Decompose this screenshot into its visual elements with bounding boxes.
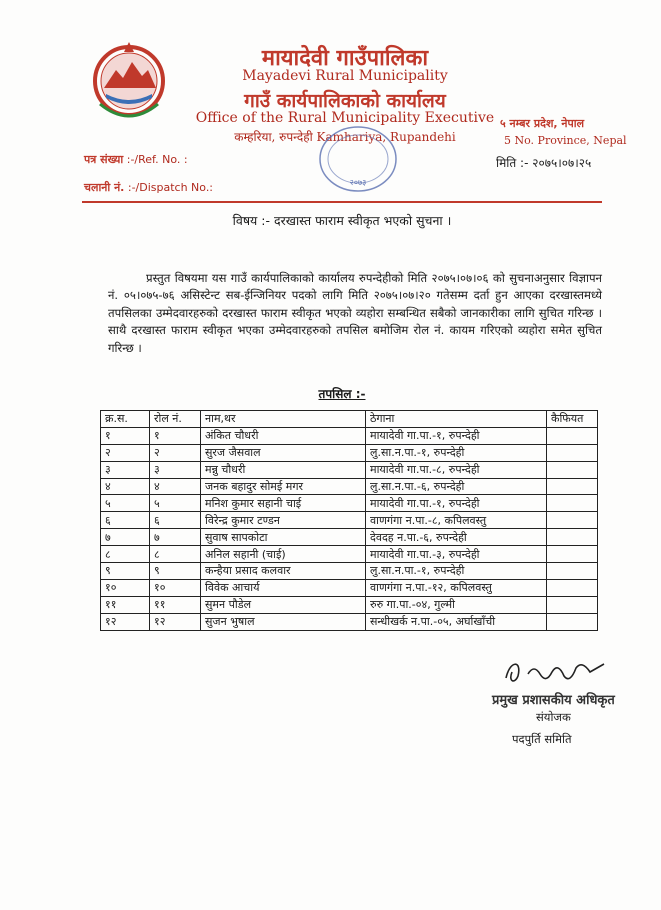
subject-line: विषय :- दरखास्त फाराम स्वीकृत भएको सुचना । xyxy=(232,213,452,228)
signature xyxy=(500,654,610,690)
table-row xyxy=(101,512,598,529)
body-paragraph xyxy=(108,270,602,357)
cell-address: मायादेवी गा.पा.-१, रुपन्देही xyxy=(366,427,547,444)
header-divider xyxy=(82,201,602,203)
cell-remarks xyxy=(547,461,598,478)
cell-serial: ११ xyxy=(101,596,150,613)
cell-address: वाणगंगा न.पा.-८, कपिलवस्तु xyxy=(366,512,547,529)
ref-label-np: पत्र संख्या xyxy=(84,153,124,166)
table-row xyxy=(101,461,598,478)
office-name-en: Office of the Rural Municipality Executive xyxy=(195,110,495,126)
col-serial: क्र.स. xyxy=(101,411,150,428)
cell-serial: ७ xyxy=(101,529,150,546)
cell-serial: १ xyxy=(101,427,150,444)
cell-roll: ७ xyxy=(150,529,201,546)
cell-name: अंकित चौधरी xyxy=(201,427,366,444)
table-row xyxy=(101,563,598,580)
dispatch-number xyxy=(84,180,213,195)
cell-roll: १ xyxy=(150,427,201,444)
cell-name: कन्हैया प्रसाद कलवार xyxy=(201,563,366,580)
stamp-year: २०७३ xyxy=(349,178,367,187)
cell-remarks xyxy=(547,546,598,563)
cell-address: लु.सा.न.पा.-६, रुपन्देही xyxy=(366,478,547,495)
cell-serial: ५ xyxy=(101,495,150,512)
office-name-np: गाउँ कार्यपालिकाको कार्यालय xyxy=(244,90,446,112)
cell-address: रुरु गा.पा.-०४, गुल्मी xyxy=(366,596,547,613)
province-en: 5 No. Province, Nepal xyxy=(504,134,627,147)
table-row xyxy=(101,427,598,444)
table-row xyxy=(101,495,598,512)
table-row xyxy=(101,579,598,596)
nepal-emblem-icon xyxy=(90,36,168,126)
body-text: प्रस्तुत विषयमा यस गाउँ कार्यपालिकाको कार्यालय रुपन्देहीको मिति २०७५।०७।०६ को सुचनाअनुसार विज्ञापन नं. ०५।०७५-७६ असिस्टेन्ट सब-ईन्जिनियर पदको लागि मिति २०७५।०७।२० गतेसम्म दर्ता हुन आएका दरखास्तमध्ये तपसिलका उम्मेदवारहरुको दरखास्त फाराम स्वीकृत भएको व्यहोरा सम्बन्धित सबैको जानकारीका लागि सुचित गरिन्छ । साथै दरखास्त फाराम स्वीकृत भएका उम्मेदवारहरुको तपसिल बमोजिम रोल नं. कायम गरिएको व्यहोरा समेत सुचित गरिन्छ । xyxy=(108,271,602,355)
table-header-row xyxy=(101,411,598,428)
cell-roll: ९ xyxy=(150,563,201,580)
table-row xyxy=(101,546,598,563)
cell-remarks xyxy=(547,444,598,461)
cell-address: मायादेवी गा.पा.-१, रुपन्देही xyxy=(366,495,547,512)
signatory-role: संयोजक xyxy=(536,710,571,724)
cell-serial: १० xyxy=(101,579,150,596)
col-name: नाम,थर xyxy=(201,411,366,428)
ref-number xyxy=(84,152,188,167)
table-row xyxy=(101,444,598,461)
cell-address: मायादेवी गा.पा.-३, रुपन्देही xyxy=(366,546,547,563)
cell-name: मन्नु चौधरी xyxy=(201,461,366,478)
cell-serial: २ xyxy=(101,444,150,461)
cell-remarks xyxy=(547,563,598,580)
cell-roll: १२ xyxy=(150,613,201,630)
cell-serial: ४ xyxy=(101,478,150,495)
cell-serial: १२ xyxy=(101,613,150,630)
cell-serial: ९ xyxy=(101,563,150,580)
municipality-name-en: Mayadevi Rural Municipality xyxy=(242,68,448,84)
cell-serial: ३ xyxy=(101,461,150,478)
cell-roll: ५ xyxy=(150,495,201,512)
table-row xyxy=(101,529,598,546)
cell-name: विवेक आचार्य xyxy=(201,579,366,596)
candidate-table xyxy=(100,410,598,631)
cell-remarks xyxy=(547,478,598,495)
cell-roll: १० xyxy=(150,579,201,596)
cell-serial: ८ xyxy=(101,546,150,563)
office-address: कम्हरिया, रुपन्देही Kamhariya, Rupandehi xyxy=(234,130,456,144)
cell-roll: ३ xyxy=(150,461,201,478)
office-stamp xyxy=(318,125,398,195)
cell-address: लु.सा.न.पा.-१, रुपन्देही xyxy=(366,563,547,580)
cell-name: विरेन्द्र कुमार टण्डन xyxy=(201,512,366,529)
cell-roll: ४ xyxy=(150,478,201,495)
cell-roll: ११ xyxy=(150,596,201,613)
cell-remarks xyxy=(547,613,598,630)
cell-roll: २ xyxy=(150,444,201,461)
cell-address: सन्धीखर्क न.पा.-०५, अर्घाखाँची xyxy=(366,613,547,630)
cell-name: अनिल सहानी (चाई) xyxy=(201,546,366,563)
cell-remarks xyxy=(547,529,598,546)
dispatch-label-np: चलानी नं. xyxy=(84,181,125,194)
dispatch-label-en: :-/Dispatch No.: xyxy=(127,181,214,194)
signatory-title: प्रमुख प्रशासकीय अधिकृत xyxy=(492,693,615,708)
cell-address: मायादेवी गा.पा.-८, रुपन्देही xyxy=(366,461,547,478)
committee-name: पदपुर्ति समिति xyxy=(512,732,572,746)
cell-name: जनक बहादुर सोमई मगर xyxy=(201,478,366,495)
cell-remarks xyxy=(547,427,598,444)
cell-name: मनिश कुमार सहानी चाई xyxy=(201,495,366,512)
letter-date: मिति :- २०७५।०७।२५ xyxy=(496,156,592,170)
table-title: तपसिल :- xyxy=(318,387,366,401)
cell-name: सुमन पौडेल xyxy=(201,596,366,613)
province-np: ५ नम्बर प्रदेश, नेपाल xyxy=(500,117,585,130)
col-remarks: कैफियत xyxy=(547,411,598,428)
col-address: ठेगाना xyxy=(366,411,547,428)
cell-name: सुवाष सापकोटा xyxy=(201,529,366,546)
table-row xyxy=(101,478,598,495)
cell-roll: ८ xyxy=(150,546,201,563)
cell-address: देवदह न.पा.-६, रुपन्देही xyxy=(366,529,547,546)
col-roll: रोल नं. xyxy=(150,411,201,428)
cell-serial: ६ xyxy=(101,512,150,529)
cell-remarks xyxy=(547,596,598,613)
cell-name: सुरज जैसवाल xyxy=(201,444,366,461)
cell-address: वाणगंगा न.पा.-१२, कपिलवस्तु xyxy=(366,579,547,596)
cell-remarks xyxy=(547,512,598,529)
cell-roll: ६ xyxy=(150,512,201,529)
table-row xyxy=(101,613,598,630)
cell-remarks xyxy=(547,579,598,596)
cell-address: लु.सा.न.पा.-१, रुपन्देही xyxy=(366,444,547,461)
cell-name: सुजन भुषाल xyxy=(201,613,366,630)
cell-remarks xyxy=(547,495,598,512)
ref-label-en: :-/Ref. No. : xyxy=(126,153,188,166)
table-row xyxy=(101,596,598,613)
municipality-name-np: मायादेवी गाउँपालिका xyxy=(261,46,429,71)
